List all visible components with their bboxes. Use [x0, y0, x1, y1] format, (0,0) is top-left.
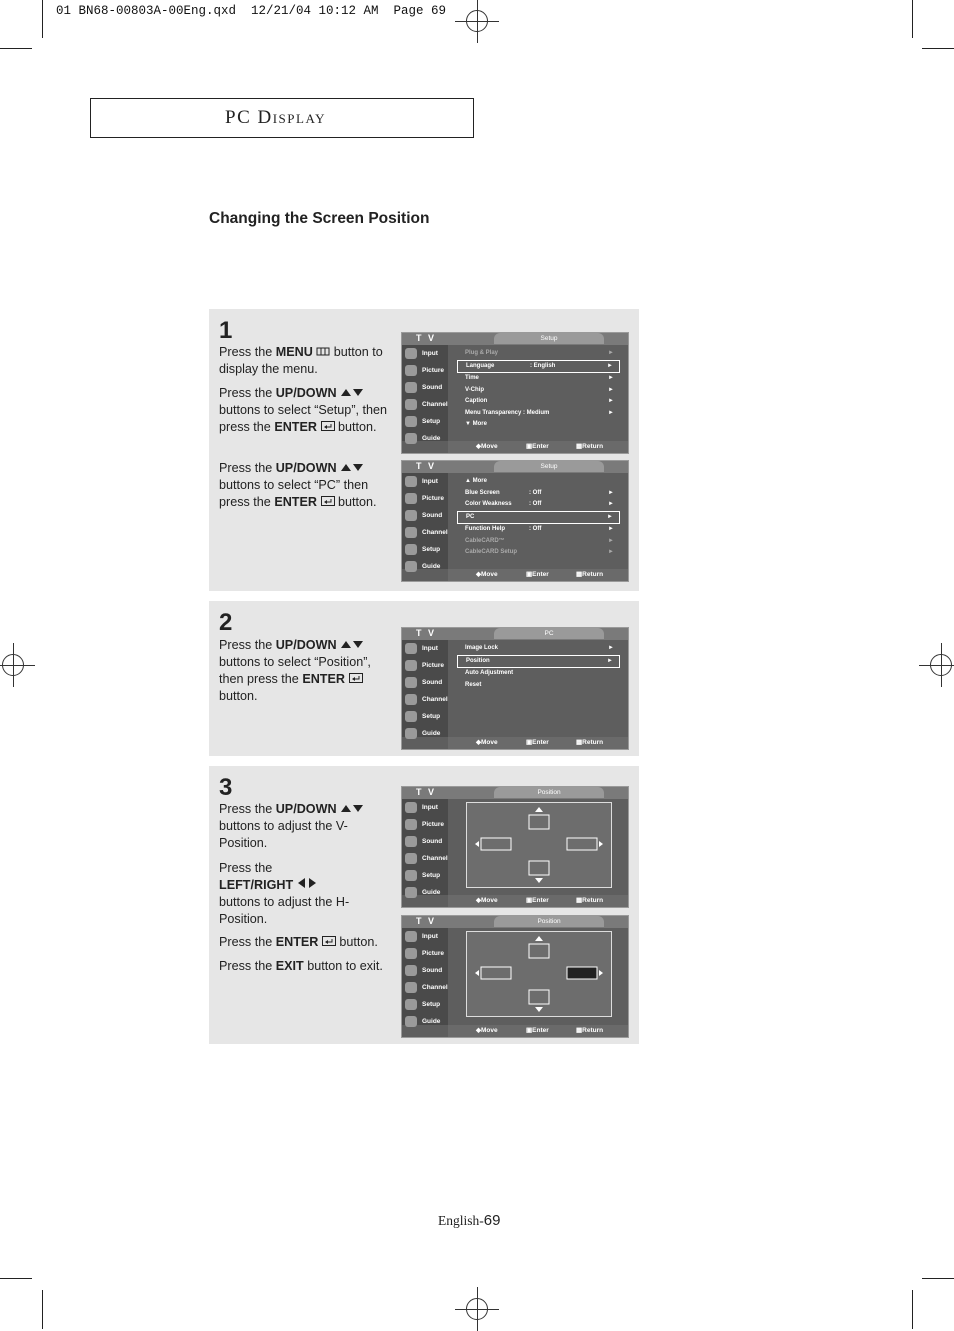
- sidebar-item: Input: [402, 640, 448, 657]
- enter-hint: ▣ Enter: [526, 739, 549, 746]
- sidebar-item: Input: [402, 473, 448, 490]
- right-arrow-icon: ►: [607, 657, 613, 664]
- sidebar-item: Channel: [402, 850, 448, 867]
- tv-footer-bar: [448, 1025, 628, 1037]
- move-hint: ◆ Move: [476, 1027, 498, 1034]
- page-number: 69: [483, 1212, 501, 1229]
- menu-row: Function Help : Off ►: [457, 524, 620, 536]
- crop-mark: [0, 48, 32, 49]
- menu-list: [457, 643, 620, 691]
- menu-row: Plug & Play ►: [457, 348, 620, 360]
- return-hint: ▦ Return: [576, 571, 604, 578]
- sidebar-item: Picture: [402, 490, 448, 507]
- menu-row: Language : English ►: [457, 360, 620, 374]
- crop-mark: [0, 1278, 32, 1279]
- sidebar-item: Channel: [402, 979, 448, 996]
- menu-row: Color Weakness : Off ►: [457, 499, 620, 511]
- tv-footer-bar: [448, 737, 628, 749]
- enter-icon: [321, 419, 335, 436]
- right-arrow-icon: ►: [608, 489, 614, 496]
- move-hint: ◆ Move: [476, 443, 498, 450]
- up-down-arrow-icon: [340, 637, 364, 654]
- chapter-title-box: [90, 98, 474, 138]
- tv-sidebar: [402, 640, 448, 737]
- sidebar-item: Guide: [402, 558, 448, 575]
- position-adjust-box: [466, 931, 612, 1017]
- sidebar-item: Channel: [402, 396, 448, 413]
- sidebar-item: Picture: [402, 657, 448, 674]
- tv-menu-screenshot: [401, 460, 629, 582]
- footer-language: English-: [438, 1213, 484, 1228]
- page-footer: [438, 1212, 500, 1229]
- right-arrow-icon: ►: [608, 375, 614, 381]
- menu-icon: [316, 344, 330, 361]
- setup-icon: [405, 870, 417, 881]
- registration-mark: [466, 10, 488, 32]
- guide-icon: [405, 728, 417, 739]
- move-hint: ◆ Move: [476, 571, 498, 578]
- menu-row: CableCARD™ ►: [457, 536, 620, 548]
- return-hint: ▦ Return: [576, 443, 604, 450]
- crop-mark: [42, 0, 43, 38]
- right-arrow-icon: ►: [608, 501, 614, 507]
- enter-icon: [349, 671, 363, 688]
- right-arrow-icon: ►: [608, 526, 614, 532]
- setup-icon: [405, 544, 417, 555]
- menu-tab-title: Position: [494, 916, 604, 927]
- sound-icon: [405, 677, 417, 688]
- sidebar-item: Input: [402, 345, 448, 362]
- menu-row: Menu Transparency : Medium ►: [457, 408, 620, 420]
- crop-mark: [922, 1278, 954, 1279]
- sidebar-item: Channel: [402, 524, 448, 541]
- channel-icon: [405, 982, 417, 993]
- enter-hint: ▣ Enter: [526, 1027, 549, 1034]
- sidebar-item: Guide: [402, 884, 448, 901]
- tv-sidebar: [402, 345, 448, 441]
- sidebar-item: Channel: [402, 691, 448, 708]
- crop-mark: [912, 1290, 913, 1329]
- step-paragraph: Press the ENTER button.: [219, 934, 394, 951]
- channel-icon: [405, 694, 417, 705]
- menu-row: Caption ►: [457, 396, 620, 408]
- step-number: 2: [219, 609, 233, 636]
- menu-row: Time ►: [457, 373, 620, 385]
- tv-menu-screenshot: [401, 915, 629, 1038]
- enter-icon: [322, 934, 336, 951]
- menu-tab-title: Setup: [494, 461, 604, 472]
- setup-icon: [405, 416, 417, 427]
- menu-row: Auto Adjustment: [465, 670, 514, 676]
- guide-icon: [405, 433, 417, 444]
- menu-row: Blue Screen : Off ►: [457, 488, 620, 500]
- step-number: 3: [219, 774, 233, 801]
- channel-icon: [405, 527, 417, 538]
- step-paragraph: Press the UP/DOWN buttons to select “PC” then press the ENTER button.: [219, 460, 394, 511]
- step-paragraph: Press the UP/DOWN buttons to select “Position”, then press the ENTER button.: [219, 638, 371, 704]
- menu-row: Reset: [465, 681, 482, 688]
- step-paragraph: Press the UP/DOWN buttons to select “Setup”, then press the ENTER button.: [219, 385, 394, 436]
- sidebar-item: Input: [402, 928, 448, 945]
- input-icon: [405, 931, 417, 942]
- print-slug: 01 BN68-00803A-00Eng.qxd 12/21/04 10:12 AM Page 69: [56, 4, 447, 18]
- tv-label: T V: [416, 461, 437, 471]
- sidebar-item: Setup: [402, 413, 448, 430]
- sidebar-item: Picture: [402, 362, 448, 379]
- guide-icon: [405, 887, 417, 898]
- position-adjust-box: [466, 802, 612, 888]
- chapter-title: PC Display: [225, 107, 327, 128]
- sidebar-item: Picture: [402, 816, 448, 833]
- position-arrows-icon: [467, 932, 611, 1016]
- menu-row: V-Chip ►: [457, 385, 620, 397]
- menu-tab-title: Setup: [494, 333, 604, 344]
- up-down-arrow-icon: [340, 385, 364, 402]
- step-paragraph: Press the MENU button to display the menu.: [219, 345, 383, 377]
- setup-icon: [405, 711, 417, 722]
- guide-icon: [405, 1016, 417, 1027]
- input-icon: [405, 643, 417, 654]
- sidebar-item: Input: [402, 799, 448, 816]
- registration-mark: [466, 1298, 488, 1320]
- tv-footer-bar: [448, 569, 628, 581]
- registration-mark: [930, 654, 952, 676]
- sidebar-item: Setup: [402, 867, 448, 884]
- tv-menu-screenshot: [401, 332, 629, 454]
- sidebar-item: Guide: [402, 430, 448, 447]
- sound-icon: [405, 836, 417, 847]
- sound-icon: [405, 510, 417, 521]
- right-arrow-icon: ►: [607, 513, 613, 520]
- tv-footer-bar: [448, 895, 628, 907]
- crop-mark: [42, 1290, 43, 1329]
- input-icon: [405, 476, 417, 487]
- input-icon: [405, 802, 417, 813]
- right-arrow-icon: ►: [608, 398, 614, 404]
- enter-hint: ▣ Enter: [526, 443, 549, 450]
- tv-sidebar: [402, 799, 448, 895]
- sidebar-item: Sound: [402, 833, 448, 850]
- registration-mark: [2, 654, 24, 676]
- right-arrow-icon: ►: [608, 386, 614, 393]
- sidebar-item: Setup: [402, 541, 448, 558]
- return-hint: ▦ Return: [576, 739, 604, 746]
- move-hint: ◆ Move: [476, 739, 498, 746]
- tv-label: T V: [416, 628, 437, 638]
- sidebar-item: Sound: [402, 379, 448, 396]
- step-paragraph: Press the EXIT button to exit.: [219, 959, 383, 973]
- menu-list: [457, 476, 620, 559]
- sidebar-item: Picture: [402, 945, 448, 962]
- tv-label: T V: [416, 333, 437, 343]
- tv-label: T V: [416, 916, 437, 926]
- sound-icon: [405, 382, 417, 393]
- picture-icon: [405, 365, 417, 376]
- menu-tab-title: PC: [494, 628, 604, 639]
- tv-menu-screenshot: [401, 786, 629, 908]
- menu-row: Position ►: [457, 655, 620, 669]
- right-arrow-icon: ►: [608, 350, 614, 356]
- section-title: Changing the Screen Position: [209, 210, 430, 227]
- menu-list: [457, 348, 620, 431]
- right-arrow-icon: ►: [608, 537, 614, 544]
- channel-icon: [405, 853, 417, 864]
- guide-icon: [405, 561, 417, 572]
- sidebar-item: Guide: [402, 725, 448, 742]
- enter-hint: ▣ Enter: [526, 897, 549, 904]
- step-paragraph: Press the UP/DOWN buttons to adjust the V-Position.: [219, 801, 394, 852]
- channel-icon: [405, 399, 417, 410]
- right-arrow-icon: ►: [608, 645, 614, 651]
- tv-footer-bar: [448, 441, 628, 453]
- sidebar-item: Setup: [402, 708, 448, 725]
- step-number: 1: [219, 317, 233, 344]
- right-arrow-icon: ►: [608, 549, 614, 555]
- sidebar-item: Guide: [402, 1013, 448, 1030]
- input-icon: [405, 348, 417, 359]
- enter-icon: [321, 494, 335, 511]
- menu-row: ▲ More: [465, 478, 487, 484]
- tv-sidebar: [402, 928, 448, 1025]
- crop-mark: [922, 48, 954, 49]
- sidebar-item: Sound: [402, 507, 448, 524]
- sound-icon: [405, 965, 417, 976]
- return-hint: ▦ Return: [576, 1027, 604, 1034]
- up-down-arrow-icon: [340, 460, 364, 477]
- sidebar-item: Setup: [402, 996, 448, 1013]
- menu-tab-title: Position: [494, 787, 604, 798]
- up-down-arrow-icon: [340, 801, 364, 818]
- enter-hint: ▣ Enter: [526, 571, 549, 578]
- menu-row: ▼ More: [465, 421, 487, 427]
- picture-icon: [405, 493, 417, 504]
- tv-menu-screenshot: [401, 627, 629, 750]
- setup-icon: [405, 999, 417, 1010]
- menu-row: CableCARD Setup ►: [457, 547, 620, 559]
- menu-row: PC ►: [457, 511, 620, 525]
- sidebar-item: Sound: [402, 962, 448, 979]
- crop-mark: [912, 0, 913, 38]
- left-right-arrow-icon: [297, 877, 317, 894]
- position-arrows-icon: [467, 803, 611, 887]
- right-arrow-icon: ►: [607, 362, 613, 369]
- picture-icon: [405, 660, 417, 671]
- picture-icon: [405, 819, 417, 830]
- tv-label: T V: [416, 787, 437, 797]
- tv-sidebar: [402, 473, 448, 569]
- move-hint: ◆ Move: [476, 897, 498, 904]
- sidebar-item: Sound: [402, 674, 448, 691]
- right-arrow-icon: ►: [608, 409, 614, 416]
- step-paragraph: Press the LEFT/RIGHT buttons to adjust the H-Position.: [219, 861, 350, 927]
- menu-row: Image Lock ►: [457, 643, 620, 655]
- return-hint: ▦ Return: [576, 897, 604, 904]
- picture-icon: [405, 948, 417, 959]
